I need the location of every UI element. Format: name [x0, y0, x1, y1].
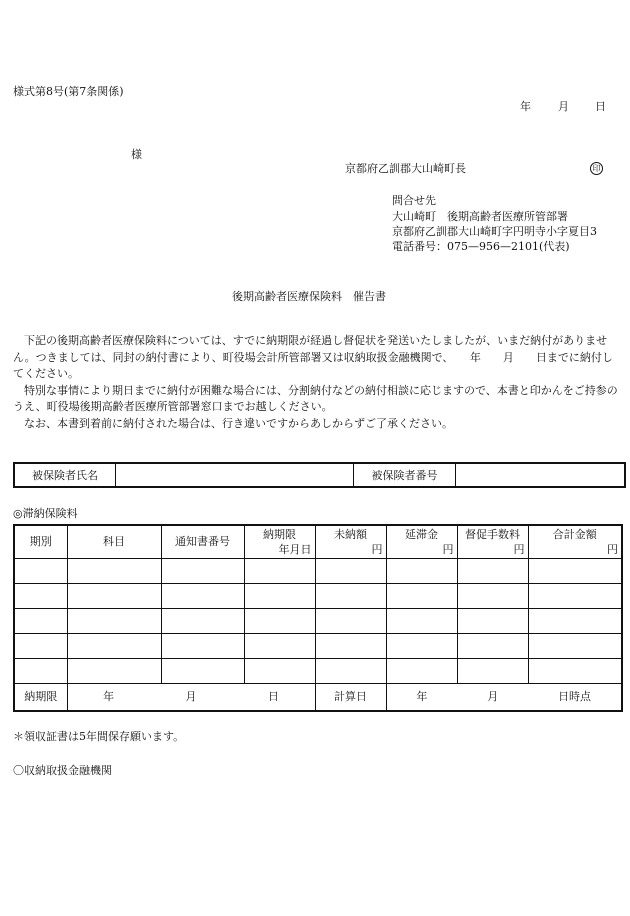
col-total-top: 合計金額 [552, 528, 597, 541]
table-cell[interactable] [457, 583, 528, 608]
col-due-date [244, 525, 315, 558]
form-number: 様式第8号(第7条関係) [13, 85, 124, 98]
arrears-footer-row [14, 683, 622, 711]
footer-calc-month: 月 [487, 690, 499, 704]
table-cell[interactable] [244, 558, 315, 583]
table-cell[interactable] [161, 558, 244, 583]
date-month: 月 [558, 100, 569, 113]
seal-mark: 印 [590, 162, 603, 175]
table-cell[interactable] [457, 633, 528, 658]
table-cell[interactable] [67, 608, 161, 633]
table-cell[interactable] [67, 558, 161, 583]
table-cell[interactable] [14, 583, 67, 608]
insured-number-field[interactable] [456, 463, 626, 487]
insured-name-label: 被保険者氏名 [14, 463, 116, 487]
col-notice-number: 通知書番号 [161, 525, 244, 558]
issuer-name: 京都府乙訓郡大山崎町長 [345, 162, 466, 175]
footer-due-year: 年 [103, 690, 115, 704]
document-title: 後期高齢者医療保険料 催告書 [232, 290, 386, 303]
body-paragraph-3: なお、本書到着前に納付された場合は、行き違いですからあしからずご了承ください。 [13, 416, 453, 430]
footer-calc-date-parts [387, 690, 622, 703]
table-cell[interactable] [315, 558, 386, 583]
footer-calc-label: 計算日 [315, 683, 386, 711]
table-cell[interactable] [457, 608, 528, 633]
table-cell[interactable] [67, 633, 161, 658]
insured-number-label: 被保険者番号 [354, 463, 456, 487]
table-cell[interactable] [528, 583, 622, 608]
arrears-table [13, 524, 623, 712]
col-late-bottom: 円 [442, 543, 454, 556]
contact-address: 京都府乙訓郡大山崎町字円明寺小字夏目3 [392, 225, 597, 238]
table-cell[interactable] [67, 658, 161, 683]
table-cell[interactable] [386, 658, 457, 683]
table-cell[interactable] [67, 583, 161, 608]
col-unpaid [315, 525, 386, 558]
table-cell[interactable] [386, 633, 457, 658]
table-cell[interactable] [386, 558, 457, 583]
col-total-bottom: 円 [607, 543, 618, 556]
body-paragraph-2: 特別な事情により期日までに納付が困難な場合には、分割納付などの納付相談に応じますので、本書と印かんをご持参のうえ、町役場後期高齢者医療所管部署窓口までお越しください。 [13, 383, 618, 413]
table-cell[interactable] [14, 608, 67, 633]
table-cell[interactable] [315, 608, 386, 633]
footer-calc-year: 年 [416, 690, 428, 704]
table-cell[interactable] [457, 558, 528, 583]
col-unpaid-top: 未納額 [334, 528, 367, 541]
body-paragraph-1: 下記の後期高齢者医療保険料については、すでに納期限が経過し督促状を発送いたしましたが、いまだ納付がありません。つきましては、同封の納付書により、町役場会計所管部署又は収納取扱金融機関で、 年 月 日までに納付してください。 [13, 334, 613, 380]
arrears-header-row [14, 525, 622, 558]
col-late-top: 延滞金 [405, 528, 438, 541]
footer-due-month: 月 [185, 690, 197, 704]
body-text [13, 333, 619, 432]
table-cell[interactable] [315, 633, 386, 658]
col-due-top: 納期限 [263, 528, 296, 541]
table-cell[interactable] [386, 583, 457, 608]
table-cell[interactable] [528, 658, 622, 683]
col-total [528, 525, 622, 558]
table-cell[interactable] [528, 633, 622, 658]
col-unpaid-bottom: 円 [371, 543, 383, 556]
table-row [14, 608, 622, 633]
contact-phone: 電話番号：075—956—2101(代表) [392, 240, 570, 253]
col-late-fee [386, 525, 457, 558]
col-item: 科目 [67, 525, 161, 558]
table-cell[interactable] [14, 558, 67, 583]
contact-department: 大山崎町 後期高齢者医療所管部署 [392, 210, 568, 223]
col-fee-top: 督促手数料 [465, 528, 520, 541]
footer-due-day: 日 [267, 690, 279, 704]
table-cell[interactable] [244, 583, 315, 608]
table-cell[interactable] [528, 558, 622, 583]
table-row [14, 558, 622, 583]
footer-due-label: 納期限 [14, 683, 67, 711]
table-cell[interactable] [315, 658, 386, 683]
date-year: 年 [520, 100, 531, 113]
footer-calc-date[interactable] [386, 683, 622, 711]
footer-calc-day: 日時点 [558, 690, 592, 704]
table-cell[interactable] [161, 633, 244, 658]
table-cell[interactable] [14, 658, 67, 683]
insured-name-field[interactable] [116, 463, 354, 487]
col-due-bottom: 年月日 [278, 543, 312, 556]
footer-due-date-parts [68, 690, 315, 703]
date-day: 日 [595, 100, 606, 113]
table-cell[interactable] [244, 658, 315, 683]
table-cell[interactable] [161, 583, 244, 608]
table-row [14, 633, 622, 658]
table-cell[interactable] [528, 608, 622, 633]
table-cell[interactable] [14, 633, 67, 658]
table-cell[interactable] [161, 608, 244, 633]
receipt-note: ＊領収証書は5年間保存願います。 [13, 730, 185, 743]
table-cell[interactable] [244, 608, 315, 633]
table-cell[interactable] [457, 658, 528, 683]
table-row [14, 658, 622, 683]
arrears-section-label: ◎滞納保険料 [13, 507, 78, 520]
table-cell[interactable] [244, 633, 315, 658]
insured-table [13, 462, 626, 488]
institutions-label: 〇収納取扱金融機関 [13, 764, 112, 777]
contact-label: 問合せ先 [392, 194, 436, 207]
table-cell[interactable] [386, 608, 457, 633]
col-reminder-fee [457, 525, 528, 558]
footer-due-date[interactable] [67, 683, 315, 711]
table-cell[interactable] [315, 583, 386, 608]
table-cell[interactable] [161, 658, 244, 683]
col-fee-bottom: 円 [513, 543, 525, 556]
addressee-suffix: 様 [131, 148, 142, 161]
table-row [14, 583, 622, 608]
col-period: 期別 [14, 525, 67, 558]
